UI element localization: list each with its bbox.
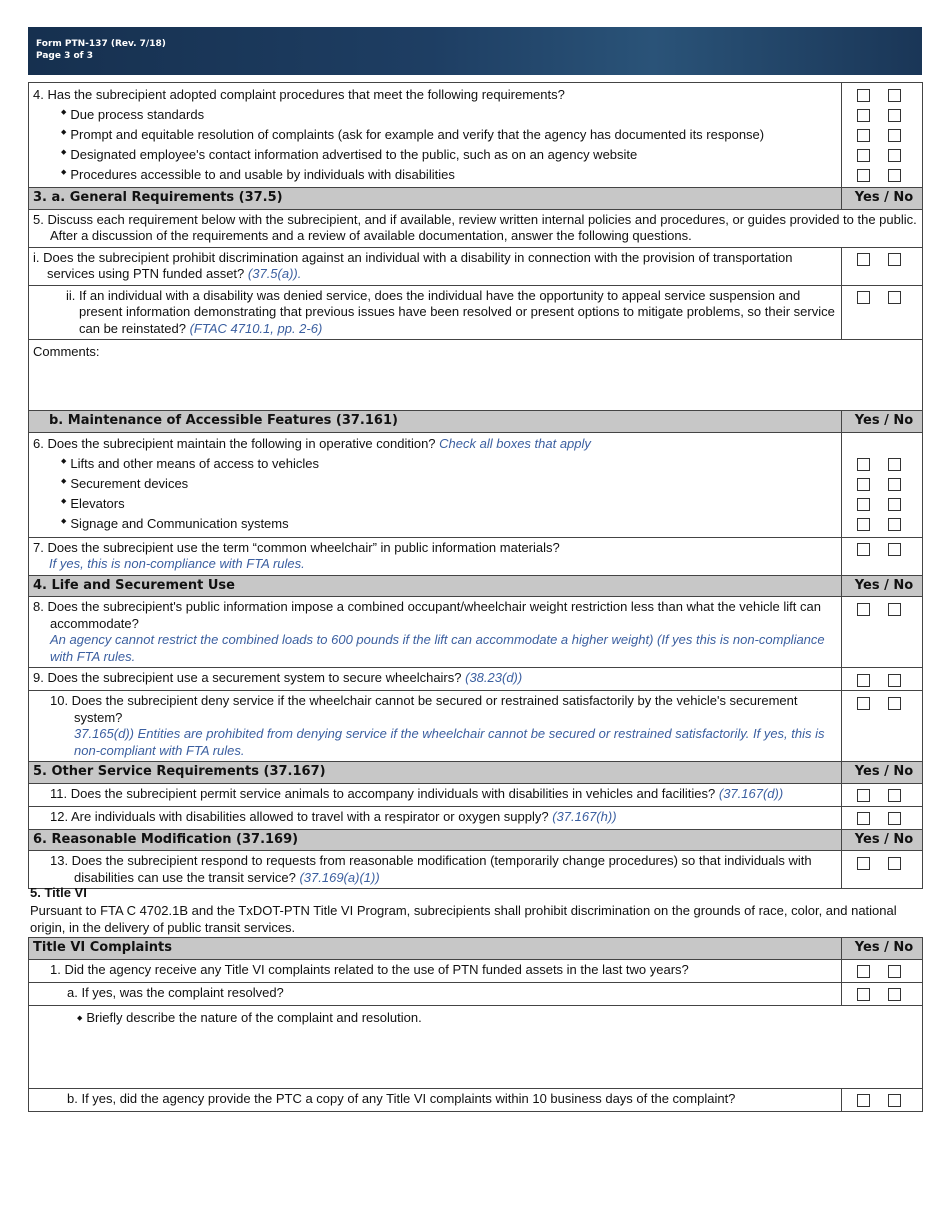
q6-bullet-2: ◆ Securement devices xyxy=(33,475,837,495)
q6-bullet-3: ◆ Elevators xyxy=(33,495,837,515)
section-3a-header xyxy=(29,188,923,210)
question-5i-text: i. Does the subrecipient prohibit discrimination against an individual with a disability in connection with the provision of transportation services using PTN funded asset? xyxy=(33,249,793,281)
title-vi-q1-row xyxy=(29,959,923,982)
section-5-title: 5. Other Service Requirements (37.167) xyxy=(29,762,842,784)
q8-yes-checkbox[interactable] xyxy=(857,603,870,616)
question-7-note: If yes, this is non-compliance with FTA rules. xyxy=(49,556,305,571)
title-vi-qa-row xyxy=(29,982,923,1005)
question-11-ref: (37.167(d)) xyxy=(718,785,784,801)
q9-no-checkbox[interactable] xyxy=(888,674,901,687)
q4-b3-no-checkbox[interactable] xyxy=(888,149,901,162)
q13-no-checkbox[interactable] xyxy=(888,857,901,870)
title-vi-describe-row xyxy=(29,1005,923,1088)
section-6-title: 6. Reasonable Modification (37.169) xyxy=(29,829,842,851)
yes-no-label: Yes / No xyxy=(842,762,923,784)
question-8 xyxy=(29,597,842,668)
question-4-text: 4. Has the subrecipient adopted complaint procedures that meet the following requirements? xyxy=(33,86,565,102)
q6-b2-yes-checkbox[interactable] xyxy=(857,478,870,491)
q6-b3-no-checkbox[interactable] xyxy=(888,498,901,511)
question-12 xyxy=(29,806,842,829)
question-4 xyxy=(29,83,842,188)
form-id: Form PTN-137 (Rev. 7/18) xyxy=(36,39,166,49)
q5i-yes-checkbox[interactable] xyxy=(857,253,870,266)
question-5i-row xyxy=(29,247,923,285)
question-5-text: 5. Discuss each requirement below with the subrecipient, and if available, review written internal policies and procedures, or guides provided to the public. After a discussion of the requirements and a review of available documentation, answer the following questions. xyxy=(33,211,917,243)
q4-b2-yes-checkbox[interactable] xyxy=(857,129,870,142)
title-vi-table-title: Title VI Complaints xyxy=(29,938,842,960)
comments-field[interactable] xyxy=(29,340,923,411)
section-4-title: 4. Life and Securement Use xyxy=(29,575,842,597)
question-5i xyxy=(29,247,842,285)
question-13-row xyxy=(29,851,923,889)
question-7 xyxy=(29,537,842,575)
q6-b2-no-checkbox[interactable] xyxy=(888,478,901,491)
title-vi-heading: 5. Title VI xyxy=(30,885,87,900)
q12-yes-checkbox[interactable] xyxy=(857,812,870,825)
question-13-ref: (37.169(a)(1)) xyxy=(299,869,380,885)
q5i-no-checkbox[interactable] xyxy=(888,253,901,266)
question-6-text: 6. Does the subrecipient maintain the following in operative condition? xyxy=(33,436,436,452)
question-5ii-ref: (FTAC 4710.1, pp. 2-6) xyxy=(189,320,323,336)
question-9-row xyxy=(29,668,923,691)
question-11-row xyxy=(29,783,923,806)
question-5ii xyxy=(29,285,842,340)
yes-no-label: Yes / No xyxy=(842,829,923,851)
t6-q1-no-checkbox[interactable] xyxy=(888,965,901,978)
question-12-row xyxy=(29,806,923,829)
q6-b1-yes-checkbox[interactable] xyxy=(857,458,870,471)
question-7-row xyxy=(29,537,923,575)
q13-yes-checkbox[interactable] xyxy=(857,857,870,870)
title-vi-intro: Pursuant to FTA C 4702.1B and the TxDOT-PTN Title VI Program, subrecipients shall prohibit discrimination on the grounds of race, color, and national origin, in the delivery of public transit services. xyxy=(30,903,897,935)
title-vi-describe-field[interactable] xyxy=(29,1005,923,1088)
q4-bullet-3: ◆ Designated employee's contact information advertised to the public, such as on an agency website xyxy=(33,145,837,165)
question-8-row xyxy=(29,597,923,668)
q6-bullet-4: ◆ Signage and Communication systems xyxy=(33,515,837,535)
question-5-row xyxy=(29,209,923,247)
title-vi-header xyxy=(29,938,923,960)
question-7-text: 7. Does the subrecipient use the term “common wheelchair” in public information materials? xyxy=(33,539,560,555)
q4-bullet-1: ◆ Due process standards xyxy=(33,105,837,125)
q9-yes-checkbox[interactable] xyxy=(857,674,870,687)
q5ii-yes-checkbox[interactable] xyxy=(857,291,870,304)
title-vi-qa: a. If yes, was the complaint resolved? xyxy=(29,982,842,1005)
t6-qb-no-checkbox[interactable] xyxy=(888,1094,901,1107)
t6-qb-yes-checkbox[interactable] xyxy=(857,1094,870,1107)
q6-b4-yes-checkbox[interactable] xyxy=(857,518,870,531)
page-number: Page 3 of 3 xyxy=(36,51,93,61)
q6-bullet-1: ◆ Lifts and other means of access to vehicles xyxy=(33,455,837,475)
question-10-note: 37.165(d)) Entities are prohibited from denying service if the wheelchair cannot be secured or restrained satisfactorily. If yes, this is non-compliant with FTA rules. xyxy=(74,726,825,758)
question-4-row xyxy=(29,83,923,188)
q4-bullet-4: ◆ Procedures accessible to and usable by individuals with disabilities xyxy=(33,165,837,185)
q4-b1-no-checkbox[interactable] xyxy=(888,109,901,122)
q4-b4-yes-checkbox[interactable] xyxy=(857,169,870,182)
question-10 xyxy=(29,691,842,762)
q4-b2-no-checkbox[interactable] xyxy=(888,129,901,142)
comments-row xyxy=(29,340,923,411)
q12-no-checkbox[interactable] xyxy=(888,812,901,825)
q4-b3-yes-checkbox[interactable] xyxy=(857,149,870,162)
q10-no-checkbox[interactable] xyxy=(888,697,901,710)
q10-yes-checkbox[interactable] xyxy=(857,697,870,710)
q4-b1-yes-checkbox[interactable] xyxy=(857,109,870,122)
question-9-text: 9. Does the subrecipient use a securement system to secure wheelchairs? xyxy=(33,670,462,685)
yes-no-label: Yes / No xyxy=(842,411,923,433)
q6-b4-no-checkbox[interactable] xyxy=(888,518,901,531)
question-9-ref: (38.23(d)) xyxy=(465,670,523,685)
yes-no-label: Yes / No xyxy=(842,575,923,597)
t6-qa-yes-checkbox[interactable] xyxy=(857,988,870,1001)
question-13-text: 13. Does the subrecipient respond to requests from reasonable modification (temporarily change procedures) so that individuals with disabilities can use the transit service? xyxy=(50,853,812,885)
question-8-note: An agency cannot restrict the combined loads to 600 pounds if the lift can accommodate a higher weight) (If yes this is non-compliance with FTA rules. xyxy=(50,632,825,664)
question-6 xyxy=(29,432,842,537)
q6-b1-no-checkbox[interactable] xyxy=(888,458,901,471)
compliance-table xyxy=(28,82,923,889)
section-3a-title: 3. a. General Requirements (37.5) xyxy=(29,188,842,210)
section-6-header xyxy=(29,829,923,851)
comments-label: Comments: xyxy=(33,344,100,359)
section-3b-title: b. Maintenance of Accessible Features (37.161) xyxy=(29,411,842,433)
question-10-text: 10. Does the subrecipient deny service if the wheelchair cannot be secured or restrained satisfactorily by the vehicle's securement system? xyxy=(50,693,798,725)
question-5ii-row xyxy=(29,285,923,340)
q4-checkboxes xyxy=(842,83,923,188)
q7-no-checkbox[interactable] xyxy=(888,543,901,556)
q4-yes-checkbox[interactable] xyxy=(857,89,870,102)
form-header-banner xyxy=(28,27,922,75)
title-vi-table xyxy=(28,937,923,1112)
q11-yes-checkbox[interactable] xyxy=(857,789,870,802)
title-vi-describe-label: ◆ Briefly describe the nature of the complaint and resolution. xyxy=(77,1010,422,1025)
question-10-row xyxy=(29,691,923,762)
q4-b4-no-checkbox[interactable] xyxy=(888,169,901,182)
title-vi-q1: 1. Did the agency receive any Title VI complaints related to the use of PTN funded assets in the last two years? xyxy=(29,959,842,982)
q6-b3-yes-checkbox[interactable] xyxy=(857,498,870,511)
title-vi-qb-row xyxy=(29,1088,923,1111)
q5ii-no-checkbox[interactable] xyxy=(888,291,901,304)
question-5 xyxy=(29,209,923,247)
question-12-text: 12. Are individuals with disabilities allowed to travel with a respirator or oxygen supply? xyxy=(50,808,549,824)
q4-no-checkbox[interactable] xyxy=(888,89,901,102)
q4-bullet-2: ◆ Prompt and equitable resolution of complaints (ask for example and verify that the agency has documented its response) xyxy=(33,125,837,145)
yes-no-label: Yes / No xyxy=(842,938,923,960)
question-13 xyxy=(29,851,842,889)
t6-q1-yes-checkbox[interactable] xyxy=(857,965,870,978)
section-3b-header xyxy=(29,411,923,433)
question-6-row xyxy=(29,432,923,537)
title-vi-qb: b. If yes, did the agency provide the PTC a copy of any Title VI complaints within 10 business days of the complaint? xyxy=(29,1088,842,1111)
question-6-note: Check all boxes that apply xyxy=(439,436,591,452)
question-5ii-text: ii. If an individual with a disability was denied service, does the individual have the opportunity to appeal service suspension and present information demonstrating that previous issues have been resolved or present options to mitigate problems, so their service can be reinstated? xyxy=(66,287,835,336)
q11-no-checkbox[interactable] xyxy=(888,789,901,802)
question-12-ref: (37.167(h)) xyxy=(552,808,617,824)
section-4-header xyxy=(29,575,923,597)
q7-yes-checkbox[interactable] xyxy=(857,543,870,556)
q6-checkboxes xyxy=(842,432,923,537)
question-8-text: 8. Does the subrecipient's public information impose a combined occupant/wheelchair weight restriction less than what the vehicle lift can accommodate? xyxy=(33,599,821,631)
section-5-header xyxy=(29,762,923,784)
question-11-text: 11. Does the subrecipient permit service animals to accompany individuals with disabilities in vehicles and facilities? xyxy=(50,785,716,801)
q8-no-checkbox[interactable] xyxy=(888,603,901,616)
question-9 xyxy=(29,668,842,691)
t6-qa-no-checkbox[interactable] xyxy=(888,988,901,1001)
question-5i-ref: (37.5(a)). xyxy=(247,266,302,281)
yes-no-label: Yes / No xyxy=(842,188,923,210)
question-11 xyxy=(29,783,842,806)
